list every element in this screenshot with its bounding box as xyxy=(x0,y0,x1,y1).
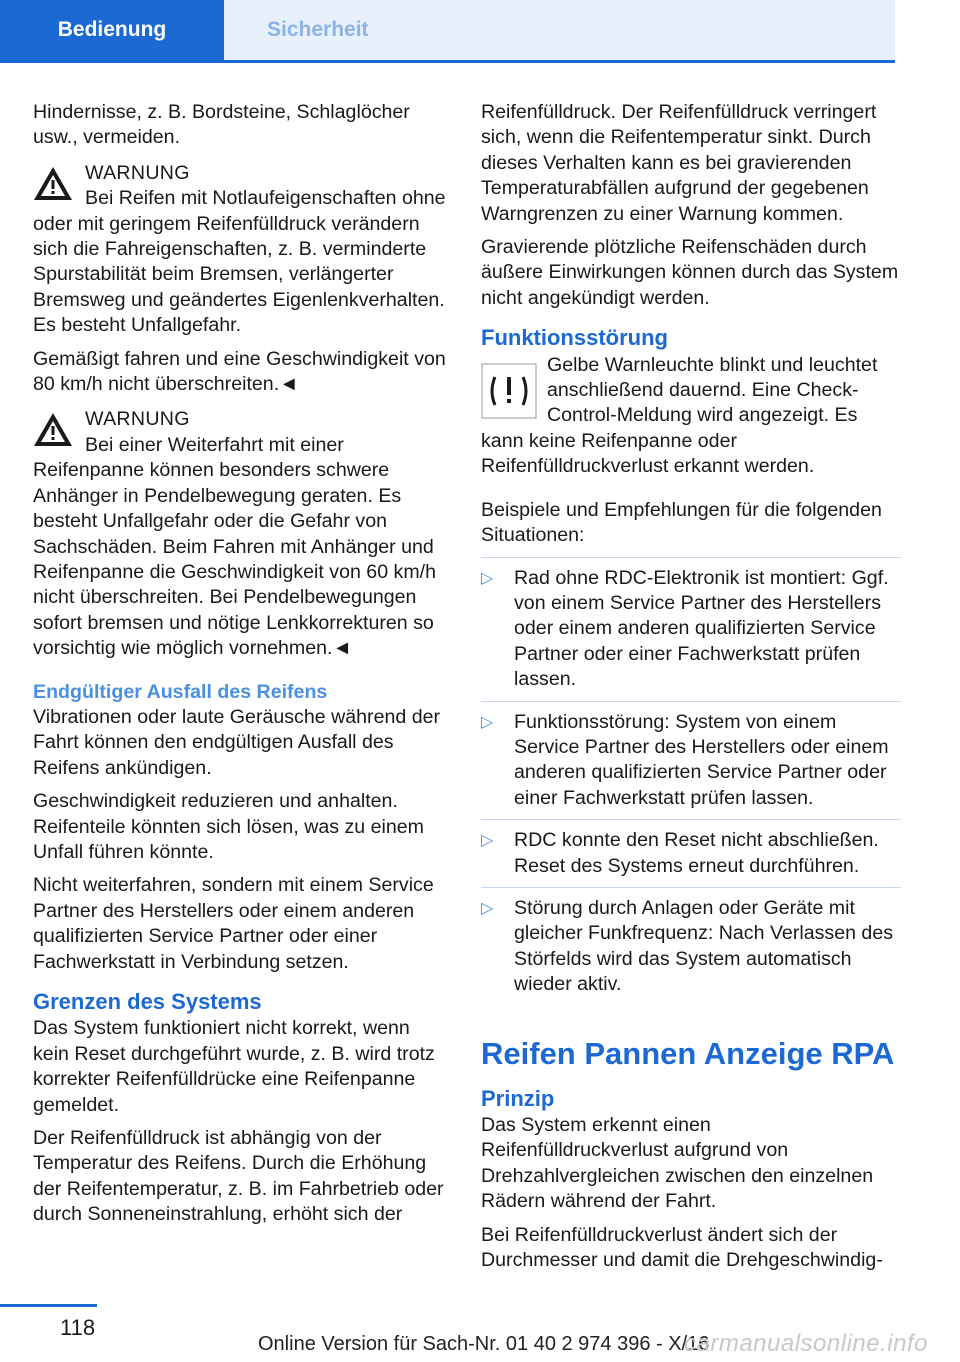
warning-block-2 xyxy=(33,407,448,661)
online-version-text: Online Version für Sach-Nr. 01 40 2 974 396 - X/16 xyxy=(258,1333,710,1355)
paragraph-ausfall-3: Nicht weiterfahren, sondern mit einem Service Partner des Herstellers oder einem anderen qualifizierten Service Partner oder einer Fachwerkstatt in Verbindung setzen. xyxy=(33,874,434,973)
triangle-bullet-icon: ▷ xyxy=(481,832,494,850)
paragraph-ausfall-1: Vibrationen oder laute Geräusche während der Fahrt können den endgültigen Ausfall des Reifens ankündigen. xyxy=(33,705,441,779)
list-item xyxy=(481,702,901,821)
paragraph-continued: Reifenfülldruck. Der Reifenfülldruck verringert sich, wenn die Reifentemperatur sinkt. Durch dieses Verhalten kann es bei gravierenden Temperaturabfällen aufgrund der gegebenen Warngrenzen zu einer Warnung kommen. xyxy=(481,101,877,225)
footer-divider xyxy=(0,1304,97,1307)
triangle-bullet-icon: ▷ xyxy=(481,713,494,731)
list-item xyxy=(481,820,901,888)
heading-grenzen: Grenzen des Systems xyxy=(33,989,262,1014)
warning-body: Bei einer Weiterfahrt mit einer Reifenpanne können besonders schwere Anhänger in Pendelbewegung geraten. Es besteht Unfallgefahr oder die Gefahr von Sachschäden. Beim Fahren mit Anhänger und Reifenpanne die Geschwindigkeit von 60 km/h nicht überschreiten. Bei Pendelbewegungen sofort bremsen und nötige Lenkkorrekturen so vorsichtig wie möglich vornehmen.◄ xyxy=(33,433,437,660)
header-tabs xyxy=(0,0,895,62)
tab-sicherheit[interactable]: Sicherheit xyxy=(224,0,895,60)
list-item-text: RDC konnte den Reset nicht abschließen. Reset des Systems erneut durchführen. xyxy=(514,829,879,877)
triangle-bullet-icon: ▷ xyxy=(481,899,494,917)
list-item-text: Funktionsstörung: System von einem Service Partner des Herstellers oder einem anderen qualifizierten Service Partner oder einer Fachwerkstatt prüfen lassen. xyxy=(514,710,889,809)
warning-triangle-icon xyxy=(33,165,73,203)
right-column xyxy=(481,100,901,1281)
paragraph-beispiele: Beispiele und Empfehlungen für die folgenden Situationen: xyxy=(481,498,882,547)
list-item xyxy=(481,557,901,702)
warning-block-1 xyxy=(33,161,448,339)
paragraph-grenzen-2: Der Reifenfülldruck ist abhängig von der Temperatur des Reifens. Durch die Erhöhung der Reifentemperatur, z. B. im Fahrbetrieb oder durch Sonneneinstrahlung, erhöht sich der xyxy=(33,1127,444,1226)
recommendation-list xyxy=(481,557,901,1006)
tire-pressure-warning-icon xyxy=(481,363,537,419)
paragraph-grenzen-1: Das System funktioniert nicht korrekt, wenn kein Reset durchgeführt wurde, z. B. wird trotz korrekter Reifenfülldrücke eine Reifenpanne gemeldet. xyxy=(33,1017,435,1116)
heading-prinzip: Prinzip xyxy=(481,1085,555,1111)
list-item-text: Störung durch Anlagen oder Geräte mit gleicher Funkfrequenz: Nach Verlassen des Störfelds wird das System automatisch wieder aktiv. xyxy=(514,896,894,996)
page-number: 118 xyxy=(60,1315,96,1340)
list-item-text: Rad ohne RDC-Elektronik ist montiert: Ggf. von einem Service Partner des Herstellers oder einem anderen qualifizierten Service Partner oder einer Fachwerkstatt prüfen lassen. xyxy=(514,566,889,691)
paragraph-prinzip-1: Das System erkennt einen Reifenfülldruckverlust aufgrund von Drehzahlvergleichen zwischen den einzelnen Rädern während der Fahrt. xyxy=(481,1114,874,1213)
header-divider xyxy=(0,60,895,63)
triangle-bullet-icon: ▷ xyxy=(481,569,494,587)
tab-bedienung[interactable]: Bedienung xyxy=(0,0,224,60)
paragraph-warning-action: Gemäßigt fahren und eine Geschwindigkeit von 80 km/h nicht überschreiten.◄ xyxy=(33,347,446,396)
paragraph-prinzip-2: Bei Reifenfülldruckverlust ändert sich der Durchmesser und damit die Drehgeschwindig- xyxy=(481,1223,883,1272)
warning-body: Bei Reifen mit Notlaufeigenschaften ohne oder mit geringem Reifenfülldruck verändern sich die Fahreigenschaften, z. B. verminderte Spurstabilität beim Bremsen, verlängerter Bremsweg und geändertes Eigenlenkverhalten. Es besteht Unfallgefahr. xyxy=(33,187,446,337)
paragraph-gravierend: Gravierende plötzliche Reifenschäden durch äußere Einwirkungen können durch das System nicht angekündigt werden. xyxy=(481,236,899,309)
funktionsstoerung-text: Gelbe Warnleuchte blinkt und leuchtet anschließend dauernd. Eine Check-Control-Meldung wird angezeigt. Es kann keine Reifenpanne oder Reifenfülldruckverlust erkannt werden. xyxy=(481,353,878,478)
warning-title: WARNUNG xyxy=(85,161,190,184)
paragraph-funktionsstoerung xyxy=(481,353,901,480)
heading-funktionsstoerung: Funktionsstörung xyxy=(481,325,668,351)
paragraph-intro: Hindernisse, z. B. Bordsteine, Schlaglöcher usw., vermeiden. xyxy=(33,101,410,149)
list-item xyxy=(481,888,901,1006)
warning-title: WARNUNG xyxy=(85,408,190,431)
subheading-ausfall: Endgültiger Ausfall des Reifens xyxy=(33,680,328,703)
watermark: carmanualsonline.info xyxy=(684,1330,928,1357)
left-column xyxy=(33,100,448,1236)
warning-triangle-icon xyxy=(33,411,73,449)
paragraph-ausfall-2: Geschwindigkeit reduzieren und anhalten. Reifenteile könnten sich lösen, was zu einem Unfall führen könnte. xyxy=(33,790,425,863)
heading-rpa: Reifen Pannen Anzeige RPA xyxy=(481,1035,895,1071)
